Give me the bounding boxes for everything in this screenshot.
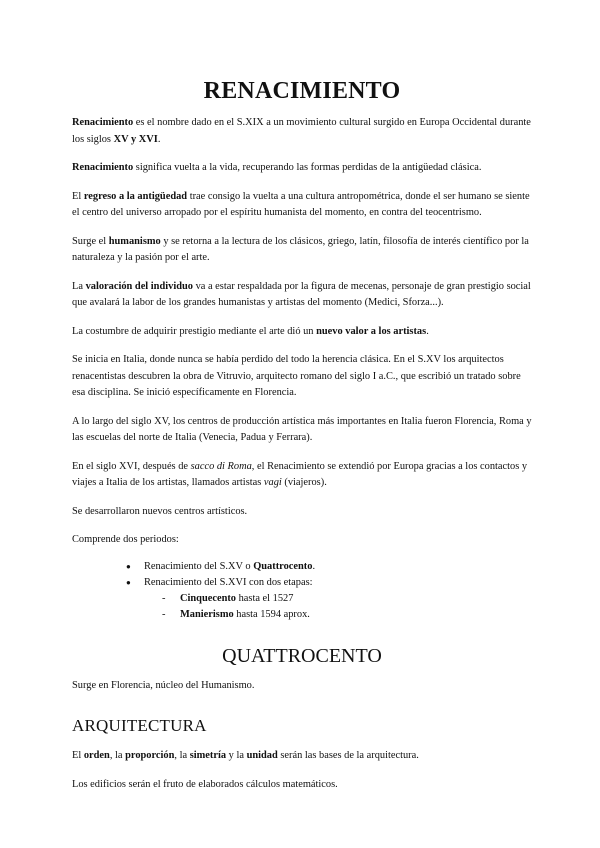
document-page — [72, 0, 532, 805]
text: va a estar respaldada por la figura de mecenas, personaje de gran prestigio social que avalará la labor de los grandes humanistas y artistas del momento (Medici, Sforza...). — [72, 280, 531, 308]
italic-term: vagi — [263, 477, 282, 488]
stages-list — [144, 591, 532, 623]
text: , la — [174, 750, 190, 761]
paragraph-7: Se inicia en Italia, donde nunca se había perdido del todo la herencia clásica. En el S.XV los arquitectos renacentistas descubren la obra de Vitruvio, arquitecto romano del siglo I a.C., que escribió un tratado sobre esa disciplina. Se inició específicamente en Florencia. — [72, 354, 521, 398]
section-title-quattrocento: QUATTROCENTO — [222, 644, 382, 667]
bold-term: regreso a la antigüedad — [83, 190, 188, 202]
paragraph-2 — [72, 160, 532, 177]
bold-term: Cinquecento — [180, 592, 236, 604]
paragraph-1 — [72, 115, 532, 148]
text: hasta 1594 aprox. — [233, 608, 310, 620]
paragraph-9 — [72, 459, 532, 492]
text: serán las bases de la arquitectura. — [277, 750, 419, 761]
periods-list — [72, 559, 532, 623]
text: , la — [109, 750, 126, 761]
paragraph-11: Comprende dos periodos: — [72, 534, 179, 545]
bold-term: Quattrocento — [253, 560, 313, 572]
bold-term: simetría — [189, 750, 227, 761]
text: . — [426, 325, 429, 337]
text: Surge el — [72, 235, 109, 247]
bold-term: Renacimiento — [72, 162, 134, 173]
text: hasta el 1527 — [236, 592, 294, 604]
paragraph-quattrocento: Surge en Florencia, núcleo del Humanismo. — [72, 679, 255, 691]
text: trae consigo la vuelta a una cultura antropométrica, donde el ser humano se siente el centro del universo arropado por el espíritu humanista del momento, en contra del teocentrismo. — [72, 190, 530, 218]
text: , el Renacimiento se extendió por Europa gracias a los contactos y viajes a Italia de los artistas, llamados artistas — [72, 460, 528, 488]
text: y la — [226, 750, 247, 761]
text: En el siglo XVI, después de — [72, 460, 191, 472]
paragraph-8: A lo largo del siglo XV, los centros de producción artística más importantes en Italia fueron Florencia, Roma y las escuelas del norte de Italia (Venecia, Padua y Ferrara). — [72, 415, 532, 443]
document-title: RENACIMIENTO — [203, 78, 401, 104]
paragraph-5 — [72, 279, 532, 312]
paragraph-arquitectura-2: Los edificios serán el fruto de elaborados cálculos matemáticos. — [72, 778, 338, 790]
text: Renacimiento del S.XVI con dos etapas: — [144, 576, 313, 588]
paragraph-arquitectura-1 — [72, 748, 532, 765]
text: La costumbre de adquirir prestigio mediante el arte dió un — [72, 325, 317, 337]
list-item — [126, 575, 532, 623]
bold-term: Manierismo — [180, 608, 234, 620]
bold-term: XV y XVI — [113, 133, 158, 145]
list-item — [162, 607, 532, 623]
paragraph-3 — [72, 189, 532, 222]
bold-term: unidad — [246, 750, 278, 761]
paragraph-4 — [72, 234, 532, 267]
list-item — [126, 559, 532, 575]
text: La — [72, 280, 86, 292]
bold-term: proporción — [125, 750, 175, 761]
paragraph-6 — [72, 324, 532, 341]
list-item — [162, 591, 532, 607]
bold-term: nuevo valor a los artistas — [316, 325, 427, 337]
text: (viajeros). — [281, 477, 327, 488]
bold-term: orden — [83, 750, 110, 761]
text: . — [312, 560, 316, 572]
text: y se retorna a la lectura de los clásicos, griego, latín, filosofía de interés científico por la naturaleza y la pasión por el arte. — [72, 235, 529, 263]
text: El — [72, 190, 84, 202]
text: es el nombre dado en el S.XIX a un movimiento cultural surgido en Europa Occidental durante los siglos — [72, 117, 531, 145]
bold-term: humanismo — [108, 235, 161, 247]
bold-term: valoración del individuo — [85, 280, 193, 292]
text: . — [157, 133, 161, 145]
section-title-arquitectura: ARQUITECTURA — [72, 716, 207, 735]
text: Renacimiento del S.XV o — [144, 560, 254, 572]
bold-term: Renacimiento — [72, 117, 134, 128]
text: significa vuelta a la vida, recuperando las formas perdidas de la antigüedad clásica. — [133, 162, 482, 173]
paragraph-10: Se desarrollaron nuevos centros artísticos. — [72, 505, 248, 517]
text: El — [72, 750, 84, 761]
italic-term: sacco di Roma — [190, 460, 252, 472]
